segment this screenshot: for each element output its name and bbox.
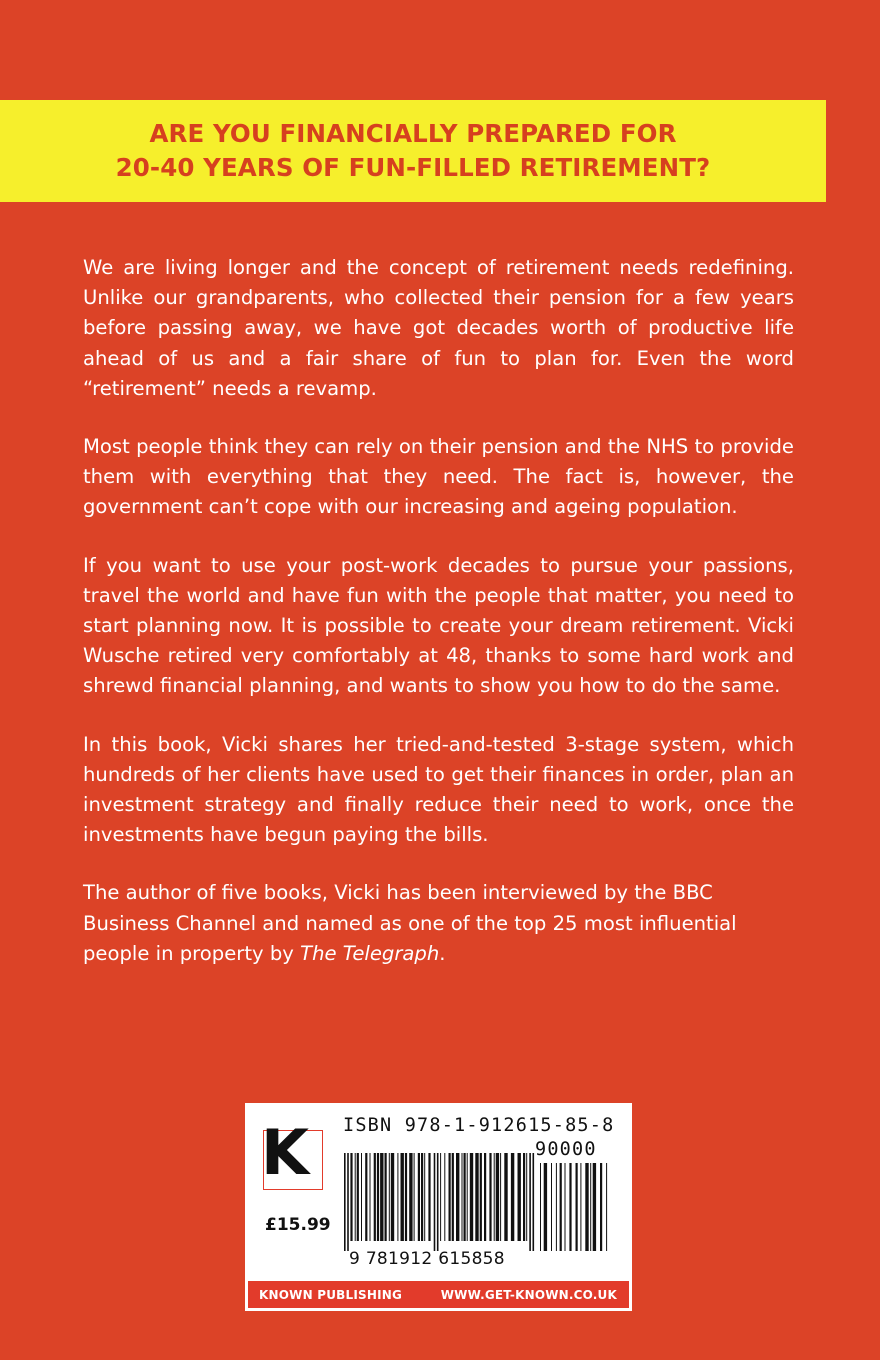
barcode-bar	[361, 1153, 362, 1241]
addon-barcode-bar	[576, 1163, 578, 1251]
addon-barcode-bar	[540, 1163, 541, 1251]
barcode-bar	[347, 1153, 349, 1251]
barcode-bar	[462, 1153, 463, 1241]
blurb-paragraph-3: If you want to use your post-work decades to pursue your passions, travel the world and have fun with the people that matter, you need to start planning now. It is possible to create your dream retirement. Vicki Wusche retired very comfortably at 48, thanks to some hard work and shrewd financial planning, and wants to show you how to do the same.	[83, 553, 794, 698]
addon-barcode-bar	[606, 1163, 607, 1251]
ean-digits: 9 781912 615858	[349, 1249, 505, 1269]
barcode-bar	[523, 1153, 525, 1241]
publisher-footer-bar	[248, 1281, 629, 1308]
barcode-bar	[428, 1153, 430, 1241]
barcode-bar	[380, 1153, 383, 1241]
barcode-bar	[391, 1153, 394, 1241]
barcode-bar	[424, 1153, 425, 1241]
barcode-bar	[374, 1153, 376, 1241]
price-label: £15.99	[265, 1215, 331, 1235]
publisher-website: WWW.GET-KNOWN.CO.UK	[440, 1287, 617, 1302]
barcode-bar	[365, 1153, 367, 1241]
addon-barcode-bar	[600, 1163, 602, 1251]
barcode-bar	[464, 1153, 466, 1241]
blurb-p5-text: The author of five books, Vicki has been interviewed by the BBC Business Channel and named as one of the top 25 most influential people in property by	[83, 881, 737, 965]
barcode-bar	[500, 1153, 501, 1241]
barcode-bar	[434, 1153, 436, 1251]
barcode-bar	[511, 1153, 514, 1241]
barcode-bar	[409, 1153, 412, 1241]
barcode-bar	[437, 1153, 439, 1251]
barcode-bar	[385, 1153, 387, 1241]
addon-barcode-bar	[551, 1163, 552, 1251]
logo-letter: K	[261, 1116, 310, 1189]
barcode-bar	[444, 1153, 445, 1241]
barcode-bar	[401, 1153, 404, 1241]
barcode-bar	[449, 1153, 451, 1241]
barcode-bar	[397, 1153, 398, 1241]
addon-barcode-bar	[565, 1163, 566, 1251]
barcode-bar	[494, 1153, 495, 1241]
barcode-bar	[484, 1153, 486, 1241]
headline-line-2: 20-40 YEARS OF FUN-FILLED RETIREMENT?	[115, 153, 711, 182]
barcode-bar	[496, 1153, 499, 1241]
addon-barcode-bar	[593, 1163, 596, 1251]
newspaper-title: The Telegraph	[300, 941, 440, 965]
blurb-p5-end: .	[439, 941, 446, 965]
publisher-name: KNOWN PUBLISHING	[259, 1287, 403, 1302]
barcode-bar	[475, 1153, 478, 1241]
barcode-bar	[526, 1153, 527, 1241]
barcode-bar	[344, 1153, 346, 1251]
barcode-bar	[467, 1153, 468, 1241]
barcode-bar	[529, 1153, 531, 1251]
barcode-bar	[350, 1153, 352, 1241]
isbn-number: ISBN 978-1-912615-85-8	[343, 1115, 615, 1136]
barcode-bar	[470, 1153, 473, 1241]
barcode-bar	[418, 1153, 420, 1241]
barcode-bar	[533, 1153, 535, 1251]
addon-barcode-bar	[590, 1163, 591, 1251]
barcode-bar	[452, 1153, 454, 1241]
publisher-logo	[261, 1116, 323, 1190]
barcode-bar	[480, 1153, 482, 1241]
barcode-graphic	[340, 1153, 620, 1251]
blurb-paragraph-1: We are living longer and the concept of retirement needs redefining. Unlike our grandparents, who collected their pension for a few years before passing away, we have got decades worth of productive life ahead of us and a fair share of fun to plan for. Even the word “retirement” needs a revamp.	[83, 256, 794, 400]
barcode-bar	[421, 1153, 423, 1241]
addon-barcode-bar	[560, 1163, 562, 1251]
barcode-bar	[489, 1153, 491, 1241]
barcode-bar	[355, 1153, 356, 1241]
barcode-panel	[245, 1103, 632, 1311]
book-blurb	[83, 253, 794, 997]
addon-barcode-bar	[556, 1163, 557, 1251]
headline-line-1: ARE YOU FINANCIALLY PREPARED FOR	[149, 119, 677, 148]
barcode-bar	[357, 1153, 359, 1241]
blurb-paragraph-5	[83, 878, 794, 969]
barcode-bar	[389, 1153, 390, 1241]
barcode-bar	[377, 1153, 379, 1241]
blurb-paragraph-2: Most people think they can rely on their pension and the NHS to provide them with everything that they need. The fact is, however, the government can’t cope with our increasing and ageing population.	[83, 435, 794, 519]
addon-barcode-bar	[544, 1163, 547, 1251]
barcode-bar	[440, 1153, 441, 1241]
addon-barcode-bar	[585, 1163, 588, 1251]
price-addon-code: 90000	[535, 1139, 597, 1160]
barcode-bar	[414, 1153, 415, 1241]
blurb-paragraph-4: In this book, Vicki shares her tried-and-tested 3-stage system, which hundreds of her clients have used to get their finances in order, plan an investment strategy and finally reduce their need to work, once the investments have begun paying the bills.	[83, 732, 794, 847]
barcode-bar	[456, 1153, 459, 1241]
addon-barcode-bar	[569, 1163, 571, 1251]
barcode-bar	[504, 1153, 507, 1241]
addon-barcode-bar	[580, 1163, 581, 1251]
barcode-bar	[370, 1153, 371, 1241]
barcode-bar	[518, 1153, 521, 1241]
barcode-bar	[405, 1153, 407, 1241]
headline-banner	[0, 100, 826, 202]
